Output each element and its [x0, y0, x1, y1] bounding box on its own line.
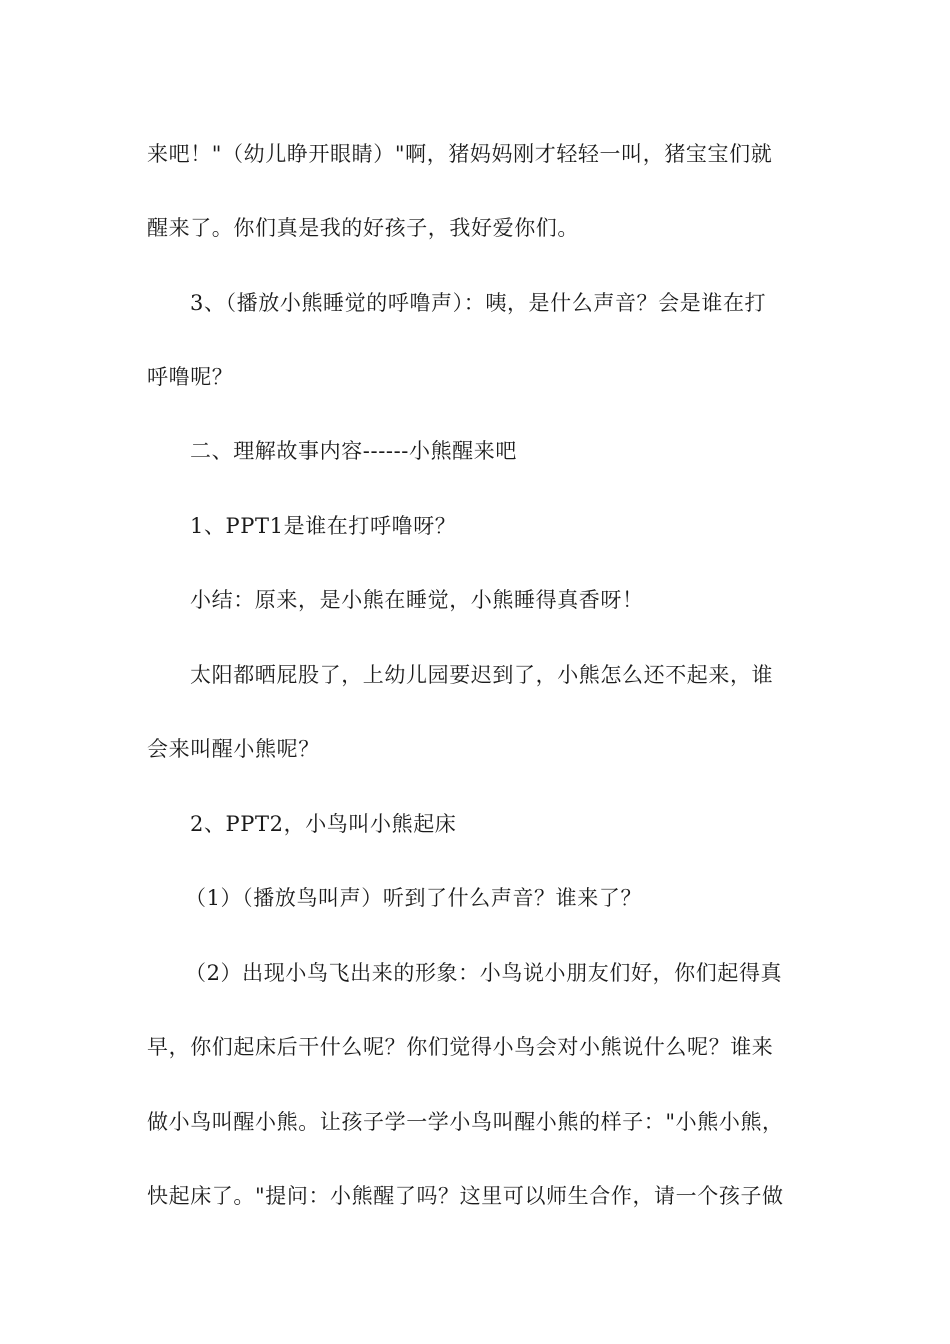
paragraph-line: 快起床了。"提问：小熊醒了吗？这里可以师生合作，请一个孩子做	[147, 1184, 784, 1208]
paragraph-line: 小结：原来，是小熊在睡觉，小熊睡得真香呀！	[190, 588, 644, 612]
paragraph-line: （1）（播放鸟叫声）听到了什么声音？谁来了？	[185, 886, 643, 910]
paragraph-line: 做小鸟叫醒小熊。让孩子学一学小鸟叫醒小熊的样子："小熊小熊，	[147, 1110, 784, 1134]
paragraph-line: 早，你们起床后干什么呢？你们觉得小鸟会对小熊说什么呢？谁来	[147, 1035, 774, 1059]
paragraph-line: 太阳都晒屁股了，上幼儿园要迟到了，小熊怎么还不起来，谁	[190, 663, 774, 687]
paragraph-line: 1、PPT1是谁在打呼噜呀？	[190, 514, 457, 538]
paragraph-line: 3、（播放小熊睡觉的呼噜声）：咦，是什么声音？会是谁在打	[190, 291, 767, 315]
paragraph-line: （2）出现小鸟飞出来的形象：小鸟说小朋友们好，你们起得真	[185, 961, 783, 985]
paragraph-line: 会来叫醒小熊呢？	[147, 737, 320, 761]
paragraph-line: 来吧！"（幼儿睁开眼睛）"啊，猪妈妈刚才轻轻一叫，猪宝宝们就	[147, 142, 773, 166]
paragraph-line: 2、PPT2，小鸟叫小熊起床	[190, 812, 457, 836]
section-heading: 二、理解故事内容------小熊醒来吧	[190, 439, 517, 463]
paragraph-line: 醒来了。你们真是我的好孩子，我好爱你们。	[147, 216, 579, 240]
paragraph-line: 呼噜呢？	[147, 365, 234, 389]
